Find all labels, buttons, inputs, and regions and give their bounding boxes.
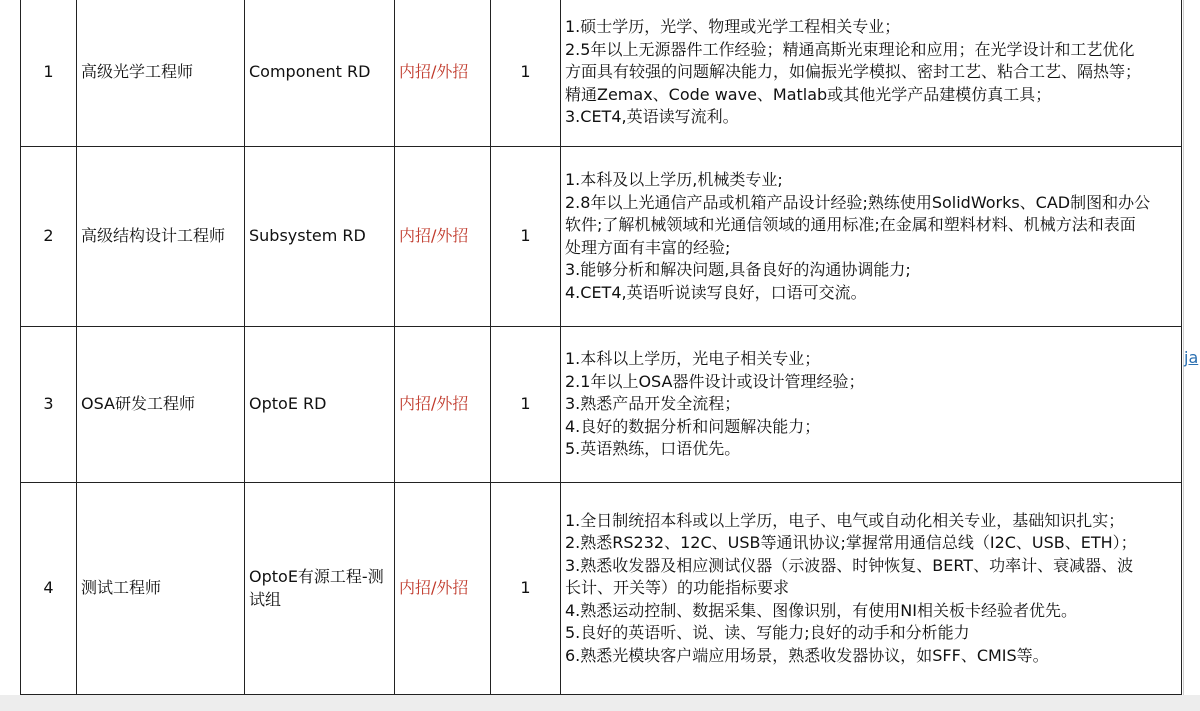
requirements-cell <box>561 483 1182 695</box>
requirement-line: 2.8年以上光通信产品或机箱产品设计经验;熟练使用SolidWorks、CAD制图和办公 <box>565 192 1151 212</box>
requirement-line: 方面具有较强的问题解决能力，如偏振光学模拟、密封工艺、粘合工艺、隔热等； <box>565 62 1142 82</box>
department: Component RD <box>245 0 395 147</box>
requirements-cell <box>561 327 1182 483</box>
row-number: 1 <box>21 0 77 147</box>
job-title: 高级光学工程师 <box>77 0 245 147</box>
requirement-line: 4.CET4,英语听说读写良好，口语可交流。 <box>565 282 867 302</box>
job-postings-table <box>20 0 1182 695</box>
requirement-line: 3.熟悉产品开发全流程； <box>565 394 741 414</box>
requirement-line: 5.良好的英语听、说、读、写能力;良好的动手和分析能力 <box>565 623 970 643</box>
requirement-line: 2.熟悉RS232、12C、USB等通讯协议;掌握常用通信总线（I2C、USB、ETH）； <box>565 533 1137 553</box>
requirement-line: 1.全日制统招本科或以上学历，电子、电气或自动化相关专业，基础知识扎实； <box>565 510 1125 530</box>
table-row <box>21 327 1182 483</box>
requirements-cell <box>561 147 1182 327</box>
requirement-line: 2.1年以上OSA器件设计或设计管理经验； <box>565 371 865 391</box>
side-link[interactable]: ja <box>1184 348 1199 367</box>
recruit-type: 内招/外招 <box>395 483 491 695</box>
department: Subsystem RD <box>245 147 395 327</box>
row-number: 3 <box>21 327 77 483</box>
headcount: 1 <box>491 0 561 147</box>
requirement-line: 3.CET4,英语读写流利。 <box>565 107 739 127</box>
requirement-line: 6.熟悉光模块客户端应用场景，熟悉收发器协议，如SFF、CMIS等。 <box>565 645 1049 665</box>
table-row <box>21 483 1182 695</box>
recruit-type: 内招/外招 <box>395 0 491 147</box>
requirement-line: 2.5年以上无源器件工作经验；精通高斯光束理论和应用；在光学设计和工艺优化 <box>565 39 1135 59</box>
headcount: 1 <box>491 483 561 695</box>
requirement-line: 1.硕士学历，光学、物理或光学工程相关专业； <box>565 17 901 37</box>
requirement-line: 1.本科以上学历，光电子相关专业； <box>565 349 821 369</box>
headcount: 1 <box>491 327 561 483</box>
job-title: 测试工程师 <box>77 483 245 695</box>
requirement-line: 4.良好的数据分析和问题解决能力； <box>565 416 821 436</box>
job-table-body <box>21 0 1182 695</box>
department: OptoE有源工程-测试组 <box>245 483 395 695</box>
department: OptoE RD <box>245 327 395 483</box>
headcount: 1 <box>491 147 561 327</box>
row-number: 2 <box>21 147 77 327</box>
requirements-cell <box>561 0 1182 147</box>
bottom-band <box>0 695 1200 711</box>
requirement-line: 长计、开关等）的功能指标要求 <box>565 578 790 598</box>
recruit-type: 内招/外招 <box>395 147 491 327</box>
job-title: OSA研发工程师 <box>77 327 245 483</box>
recruit-type: 内招/外招 <box>395 327 491 483</box>
requirement-line: 处理方面有丰富的经验; <box>565 237 731 257</box>
requirement-line: 4.熟悉运动控制、数据采集、图像识别，有使用NI相关板卡经验者优先。 <box>565 600 1077 620</box>
requirement-line: 3.熟悉收发器及相应测试仪器（示波器、时钟恢复、BERT、功率计、衰减器、波 <box>565 555 1134 575</box>
row-number: 4 <box>21 483 77 695</box>
table-row <box>21 147 1182 327</box>
job-title: 高级结构设计工程师 <box>77 147 245 327</box>
table-row <box>21 0 1182 147</box>
requirement-line: 1.本科及以上学历,机械类专业; <box>565 170 783 189</box>
requirement-line: 5.英语熟练，口语优先。 <box>565 439 741 459</box>
requirement-line: 3.能够分析和解决问题,具备良好的沟通协调能力; <box>565 260 911 279</box>
requirement-line: 精通Zemax、Code wave、Matlab或其他光学产品建模仿真工具； <box>565 84 1052 104</box>
requirement-line: 软件;了解机械领域和光通信领域的通用标准;在金属和塑料材料、机械方法和表面 <box>565 215 1136 234</box>
